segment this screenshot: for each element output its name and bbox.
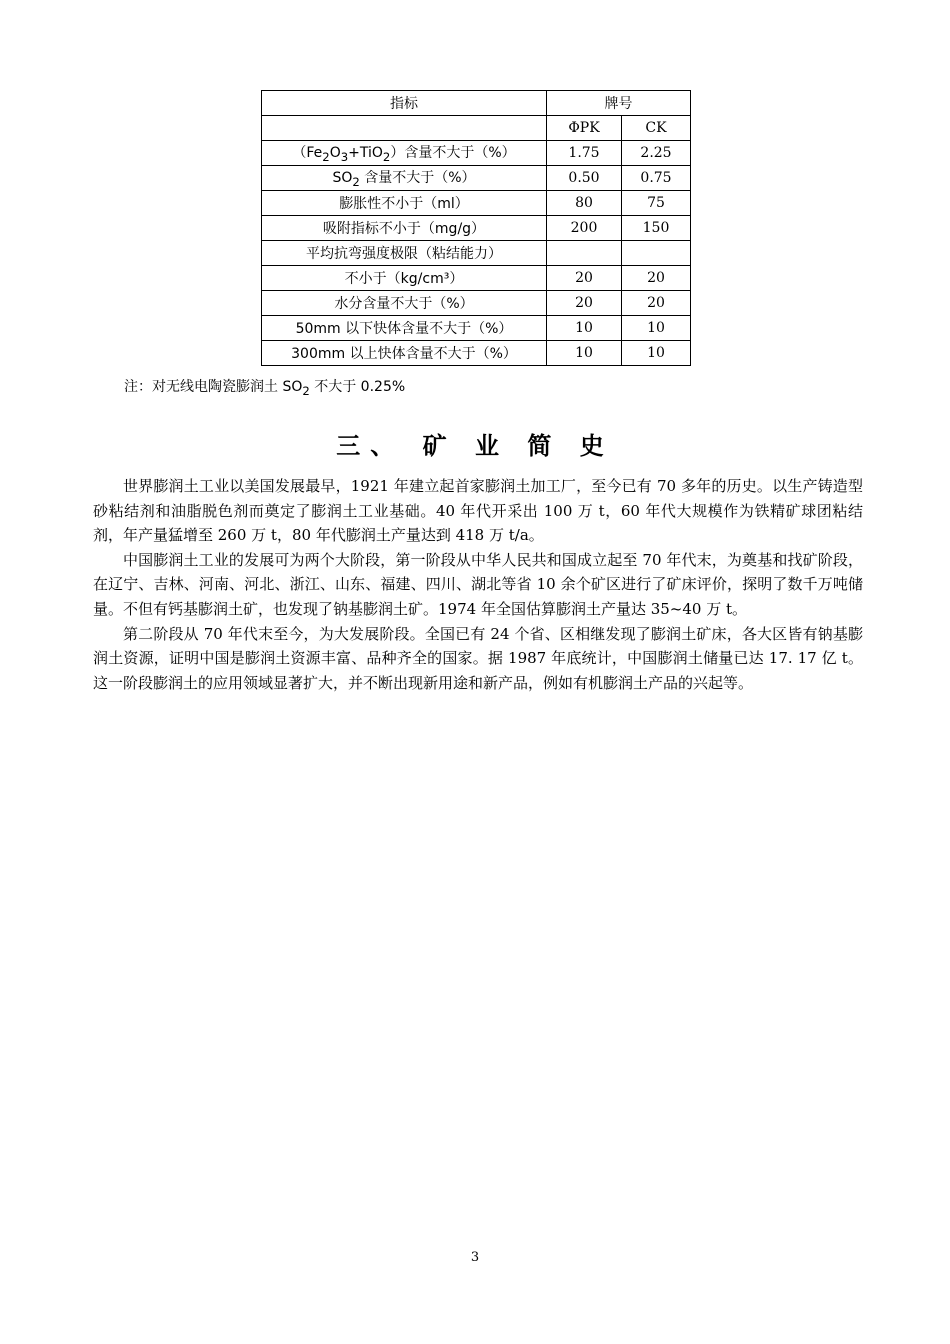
value-pk: 80 [547,191,622,216]
table-brand-row [262,116,691,141]
table-row [262,141,691,166]
table-note: 注：对无线电陶瓷膨润土 $SO_2$ 不大于 0.25% [124,379,406,398]
blank-cell [262,116,547,141]
row-label: 50mm 以下快体含量不大于（%） [262,316,547,341]
value-ck: 0.75 [622,166,691,191]
value-ck: 20 [622,266,691,291]
value-ck: 20 [622,291,691,316]
value-ck [622,241,691,266]
row-label: 水分含量不大于（%） [262,291,547,316]
table-row [262,291,691,316]
table-row [262,216,691,241]
paragraph: 第二阶段从 70 年代末至今，为大发展阶段。全国已有 24 个省、区相继发现了膨润土矿床，各大区皆有钠基膨润土资源，证明中国是膨润土资源丰富、品种齐全的国家。据 1987 年底统计，中国膨润土储量已达 17. 17 亿 t。这一阶段膨润土的应用领域显著扩大，并不断出现新用途和新产品，例如有机膨润土产品的兴起等。 [93,624,863,692]
value-ck: 150 [622,216,691,241]
value-pk: 1.75 [547,141,622,166]
body-text [93,474,863,695]
row-label: 300mm 以上快体含量不大于（%） [262,341,547,366]
section-title: 三、 矿 业 简 史 [336,432,614,460]
paragraph: 中国膨润土工业的发展可为两个大阶段，第一阶段从中华人民共和国成立起至 70 年代末，为奠基和找矿阶段，在辽宁、吉林、河南、河北、浙江、山东、福建、四川、湖北等省 10 余个矿区进行了矿床评价，探明了数千万吨储量。不但有钙基膨润土矿，也发现了钠基膨润土矿。1974 年全国估算膨润土产量达 35~40 万 t。 [93,550,863,618]
specification-table [261,90,691,366]
brand-ck: CK [622,116,691,141]
table-row [262,266,691,291]
row-label: 膨胀性不小于（ml） [262,191,547,216]
header-indicator: 指标 [262,91,547,116]
brand-pk: ΦPK [547,116,622,141]
table-row [262,316,691,341]
row-label: $SO_2$ 含量不大于（%） [262,166,547,191]
value-pk: 200 [547,216,622,241]
row-label: 吸附指标不小于（mg/g） [262,216,547,241]
value-ck: 10 [622,316,691,341]
value-pk: 20 [547,266,622,291]
value-pk: 10 [547,341,622,366]
page-number: 3 [470,1250,480,1265]
row-label: 平均抗弯强度极限（粘结能力） [262,241,547,266]
table-row [262,166,691,191]
value-pk: 0.50 [547,166,622,191]
table-row [262,241,691,266]
header-brand: 牌号 [547,91,691,116]
value-pk [547,241,622,266]
paragraph: 世界膨润土工业以美国发展最早，1921 年建立起首家膨润土加工厂，至今已有 70 多年的历史。以生产铸造型砂粘结剂和油脂脱色剂而奠定了膨润土工业基础。40 年代开采出 100 万 t，60 年代大规模作为铁精矿球团粘结剂，年产量猛增至 260 万 t，80 年代膨润土产量达到 418 万 t/a。 [93,477,863,545]
row-label: 不小于（kg/cm³） [262,266,547,291]
row-label: $(Fe_2O_3+TiO_2)$含量不大于（%） [262,141,547,166]
value-ck: 75 [622,191,691,216]
table-row [262,191,691,216]
value-pk: 20 [547,291,622,316]
value-ck: 10 [622,341,691,366]
value-ck: 2.25 [622,141,691,166]
table-row [262,341,691,366]
value-pk: 10 [547,316,622,341]
table-header-row [262,91,691,116]
